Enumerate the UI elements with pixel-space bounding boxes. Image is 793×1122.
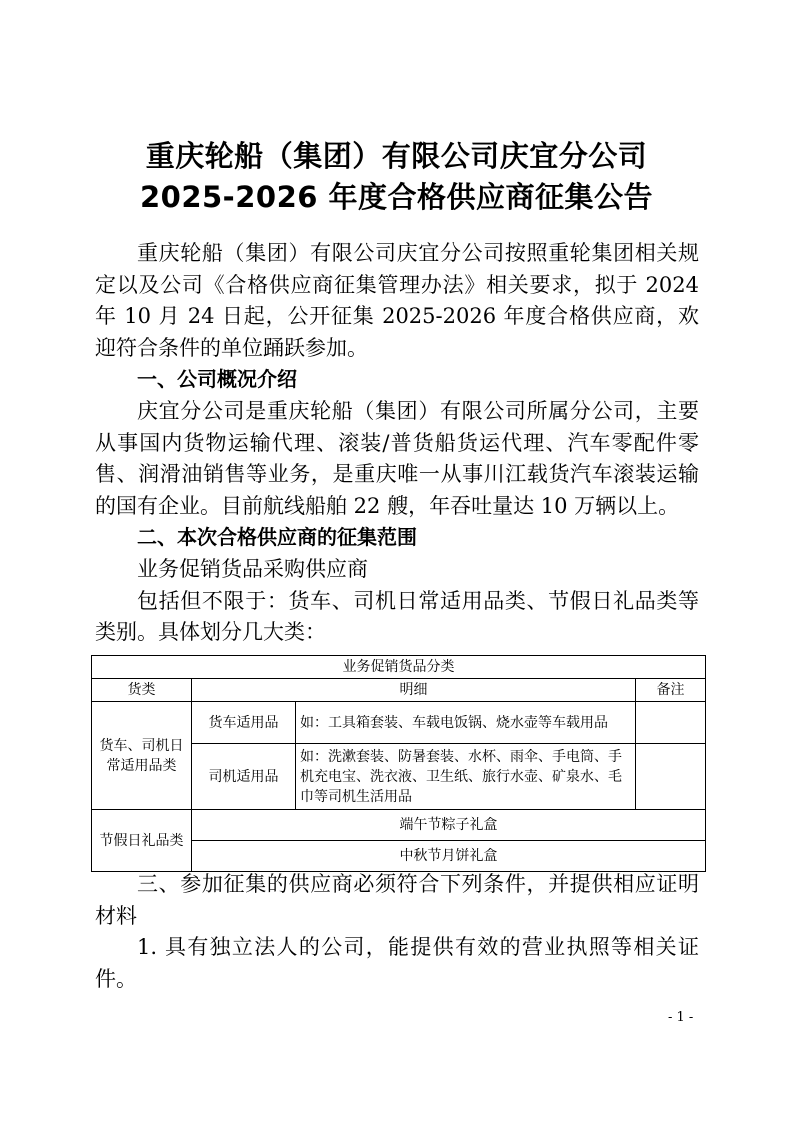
group-holiday-gifts: 节假日礼品类	[92, 810, 192, 872]
header-detail: 明细	[192, 679, 636, 702]
intro-paragraph: 重庆轮船（集团）有限公司庆宜分公司按照重轮集团相关规定以及公司《合格供应商征集管理办法》相关要求，拟于 2024 年 10 月 24 日起，公开征集 2025-2026 年度合格供应商，欢迎符合条件的单位踊跃参加。	[95, 241, 699, 360]
category-table	[91, 655, 706, 872]
header-category: 货类	[92, 679, 192, 702]
group-daily-goods: 货车、司机日常适用品类	[92, 702, 192, 810]
table-row	[92, 810, 706, 841]
table-caption: 业务促销货品分类	[92, 656, 706, 679]
section1-heading: 一、公司概况介绍	[137, 367, 297, 392]
remark-cell	[636, 702, 706, 744]
detail-mid-autumn-gift: 中秋节月饼礼盒	[192, 841, 706, 872]
detail-driver-goods: 如：洗漱套装、防暑套装、水杯、雨伞、手电筒、手机充电宝、洗衣液、卫生纸、旅行水壶、矿泉水、毛巾等司机生活用品	[296, 744, 636, 810]
title-line-2: 2025-2026 年度合格供应商征集公告	[139, 180, 654, 214]
title-line-1: 重庆轮船（集团）有限公司庆宜分公司	[145, 139, 648, 173]
table-header-row	[92, 679, 706, 702]
document-body-bottom	[95, 869, 699, 995]
section2-heading: 二、本次合格供应商的征集范围	[137, 525, 417, 550]
table-row	[92, 702, 706, 744]
sub-driver-goods: 司机适用品	[192, 744, 296, 810]
detail-dragon-boat-gift: 端午节粽子礼盒	[192, 810, 706, 841]
sub-truck-goods: 货车适用品	[192, 702, 296, 744]
table-row	[92, 656, 706, 679]
section3-heading: 三、参加征集的供应商必须符合下列条件，并提供相应证明材料	[95, 872, 699, 928]
section1-paragraph: 庆宜分公司是重庆轮船（集团）有限公司所属分公司，主要从事国内货物运输代理、滚装/普货船货运代理、汽车零配件零售、润滑油销售等业务，是重庆唯一从事川江载货汽车滚装运输的国有企业。目前航线船舶 22 艘，年吞吐量达 10 万辆以上。	[95, 398, 699, 518]
remark-cell	[636, 744, 706, 810]
header-remark: 备注	[636, 679, 706, 702]
document-body-top	[95, 238, 699, 649]
page-number: - 1 -	[668, 1010, 694, 1025]
section2-detail: 包括但不限于：货车、司机日常适用品类、节假日礼品类等类别。具体划分几大类：	[95, 588, 699, 645]
detail-truck-goods: 如：工具箱套装、车载电饭锅、烧水壶等车载用品	[296, 702, 636, 744]
condition-item-1: 1. 具有独立法人的公司，能提供有效的营业执照等相关证件。	[95, 935, 699, 991]
section2-item: 业务促销货品采购供应商	[137, 556, 368, 581]
